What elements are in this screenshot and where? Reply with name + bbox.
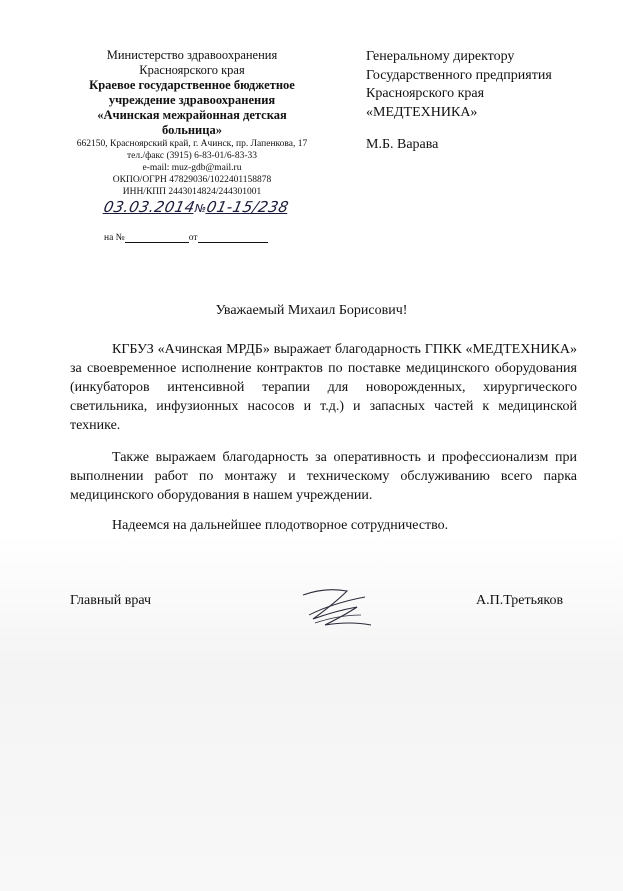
- handwritten-number-sep: №: [193, 202, 208, 215]
- reference-line: [104, 233, 268, 243]
- addressee-line3: Красноярского края: [366, 86, 485, 101]
- reference-no-label: на №: [104, 233, 125, 243]
- addressee-block: [366, 48, 606, 154]
- sender-okpo: ОКПО/ОГРН 47829036/1022401158878: [112, 175, 272, 185]
- sender-org-line2: учреждение здравоохранения: [108, 93, 276, 107]
- sender-org-line4: больница»: [162, 123, 222, 137]
- paragraph-cooperation: Надеемся на дальнейшее плодотворное сотрудничество.: [112, 518, 449, 533]
- handwritten-registration: [102, 198, 290, 216]
- sender-block: [70, 48, 314, 198]
- addressee-line1: Генеральному директору: [366, 49, 515, 64]
- sender-inn: ИНН/КПП 2443014824/244301001: [122, 187, 262, 197]
- paragraph-professionalism: Также выражаем благодарность за оперативность и профессионализм при выполнении работ по монтажу и техническому обслуживанию всего парка медицинского оборудования в нашем учреждении.: [70, 450, 577, 503]
- sender-ministry: Министерство здравоохранения: [106, 48, 278, 62]
- sender-phone: тел./факс (3915) 6-83-01/6-83-33: [127, 151, 257, 161]
- handwritten-date: 03.03.2014: [102, 198, 197, 216]
- sender-org-line3: «Ачинская межрайонная детская: [97, 108, 287, 122]
- addressee-line2: Государственного предприятия: [366, 67, 552, 83]
- sender-region: Красноярского края: [139, 63, 245, 77]
- addressee-line4: «МЕДТЕХНИКА»: [366, 104, 478, 120]
- reference-from-label: от: [188, 233, 198, 243]
- reference-from-blank: [198, 242, 268, 243]
- signatory-name: А.П.Третьяков: [476, 593, 564, 608]
- paragraph-gratitude: КГБУЗ «Ачинская МРДБ» выражает благодарность ГПКК «МЕДТЕХНИКА» за своевременное исполнение контрактов по поставке медицинского оборудования (инкубаторов интенсивной терапии для новорожденных, хирургического светильника, инфузионных насосов и т.д.) и запасных частей к медицинской технике.: [70, 342, 577, 433]
- addressee-name: М.Б. Варава: [366, 137, 439, 152]
- sender-address: 662150, Красноярский край, г. Ачинск, пр. Лапенкова, 17: [76, 139, 308, 149]
- handwritten-number: 01-15/238: [204, 198, 291, 216]
- signatory-position: Главный врач: [70, 593, 152, 608]
- sender-org-line1: Краевое государственное бюджетное: [89, 78, 295, 92]
- handwritten-signature: [295, 585, 375, 630]
- sender-email: e-mail: muz-gdb@mail.ru: [142, 163, 242, 173]
- salutation: Уважаемый Михаил Борисович!: [215, 303, 408, 318]
- reference-no-blank: [125, 242, 189, 243]
